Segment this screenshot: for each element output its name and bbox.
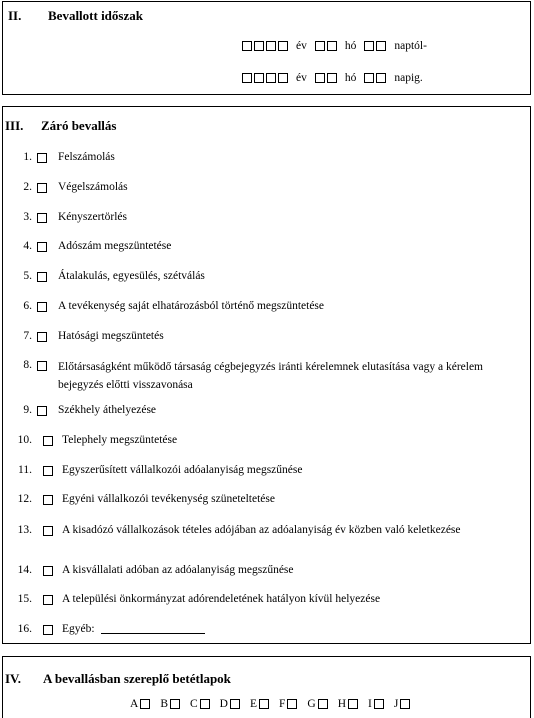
sheet-checkbox[interactable] (400, 699, 410, 709)
section-2-header (8, 8, 143, 24)
digit-box[interactable] (242, 41, 252, 51)
item-number: 14. (17, 564, 32, 576)
item-number: 13. (17, 524, 32, 536)
item-checkbox[interactable] (37, 242, 47, 252)
item-number: 16. (17, 623, 32, 635)
from-year-label: év (296, 40, 307, 52)
digit-box[interactable] (315, 73, 325, 83)
item-label: A kisadózó vállalkozások tételes adójában az adóalanyiság év közben való keletkezése (62, 524, 461, 536)
to-day-boxes[interactable] (364, 73, 386, 83)
to-day-label: napig. (394, 72, 423, 84)
item-label: A települési önkormányzat adórendeletének hatályon kívül helyezése (62, 593, 381, 605)
item-label: Végelszámolás (58, 181, 128, 193)
from-day-boxes[interactable] (364, 41, 386, 51)
item-label: Kényszertörlés (58, 211, 127, 223)
item-label: A tevékenység saját elhatározásból történő megszüntetése (58, 300, 324, 312)
item-checkbox[interactable] (43, 566, 53, 576)
sheet-label: A (130, 698, 139, 710)
item-number: 11. (18, 464, 32, 476)
from-day-label: naptól- (394, 40, 427, 52)
item-number: 7. (23, 330, 32, 342)
digit-box[interactable] (364, 73, 374, 83)
item-label: Egyszerűsített vállalkozói adóalanyiság megszűnése (62, 464, 303, 476)
attachment-sheets-row (130, 698, 420, 710)
item-label: A kisvállalati adóban az adóalanyiság megszűnése (62, 564, 294, 576)
item-label: Előtársaságként működő társaság cégbejegyzés iránti kérelemnek elutasítása vagy a kérelem bejegyzés előtti visszavonása (58, 361, 484, 391)
digit-box[interactable] (266, 73, 276, 83)
period-from-row (242, 40, 427, 52)
sheet-checkbox[interactable] (140, 699, 150, 709)
section-2-number: II. (8, 8, 22, 23)
item-label: Egyéni vállalkozói tevékenység szüneteltetése (62, 493, 275, 505)
item-number: 4. (23, 240, 32, 252)
item-checkbox[interactable] (43, 595, 53, 605)
from-year-boxes[interactable] (242, 41, 288, 51)
item-number: 3. (23, 211, 32, 223)
sheet-label: E (249, 698, 257, 710)
item-checkbox[interactable] (37, 302, 47, 312)
other-text-field[interactable] (101, 633, 205, 634)
sheet-label: B (160, 698, 168, 710)
sheet-checkbox[interactable] (348, 699, 358, 709)
sheet-checkbox[interactable] (259, 699, 269, 709)
sheet-checkbox[interactable] (200, 699, 210, 709)
item-number: 1. (23, 151, 32, 163)
item-number: 9. (23, 404, 32, 416)
sheet-label: J (393, 698, 399, 710)
item-label: Székhely áthelyezése (58, 404, 157, 416)
digit-box[interactable] (242, 73, 252, 83)
item-label: Felszámolás (58, 151, 115, 163)
item-checkbox[interactable] (37, 272, 47, 282)
item-checkbox[interactable] (37, 361, 47, 371)
sheet-label: C (189, 698, 198, 710)
sheet-label: F (279, 698, 286, 710)
section-3-number: III. (5, 118, 24, 133)
sheet-label: G (307, 698, 316, 710)
from-month-label: hó (344, 40, 357, 52)
item-number: 2. (23, 181, 32, 193)
digit-box[interactable] (315, 41, 325, 51)
sheet-label: D (219, 698, 228, 710)
item-number: 15. (17, 593, 32, 605)
from-month-boxes[interactable] (315, 41, 337, 51)
item-checkbox[interactable] (37, 406, 47, 416)
period-to-row (242, 72, 423, 84)
digit-box[interactable] (254, 73, 264, 83)
section-4-title: A bevallásban szereplő betétlapok (43, 671, 231, 686)
digit-box[interactable] (376, 41, 386, 51)
item-checkbox[interactable] (43, 466, 53, 476)
section-2-title: Bevallott időszak (48, 8, 143, 23)
item-checkbox[interactable] (43, 436, 53, 446)
item-label: Telephely megszüntetése (62, 434, 178, 446)
digit-box[interactable] (376, 73, 386, 83)
digit-box[interactable] (266, 41, 276, 51)
digit-box[interactable] (327, 73, 337, 83)
section-4-number: IV. (5, 671, 22, 686)
digit-box[interactable] (327, 41, 337, 51)
item-checkbox[interactable] (37, 153, 47, 163)
item-label: Hatósági megszüntetés (58, 330, 164, 342)
sheet-checkbox[interactable] (287, 699, 297, 709)
item-checkbox[interactable] (37, 332, 47, 342)
item-checkbox[interactable] (37, 213, 47, 223)
sheet-checkbox[interactable] (170, 699, 180, 709)
to-year-label: év (296, 72, 307, 84)
digit-box[interactable] (364, 41, 374, 51)
sheet-checkbox[interactable] (374, 699, 384, 709)
item-number: 5. (23, 270, 32, 282)
digit-box[interactable] (278, 41, 288, 51)
sheet-checkbox[interactable] (230, 699, 240, 709)
section-4-header (5, 671, 231, 687)
item-label: Átalakulás, egyesülés, szétválás (58, 270, 205, 282)
item-checkbox[interactable] (37, 183, 47, 193)
to-month-label: hó (344, 72, 357, 84)
sheet-label: I (368, 698, 372, 710)
item-number: 10. (17, 434, 32, 446)
sheet-label: H (337, 698, 347, 710)
item-checkbox[interactable] (43, 526, 53, 536)
section-3-header (5, 118, 117, 134)
digit-box[interactable] (278, 73, 288, 83)
item-number: 6. (23, 300, 32, 312)
item-number: 8. (23, 359, 32, 371)
item-label: Egyéb: (62, 623, 95, 635)
digit-box[interactable] (254, 41, 264, 51)
to-month-boxes[interactable] (315, 73, 337, 83)
sheet-checkbox[interactable] (318, 699, 328, 709)
item-checkbox[interactable] (43, 625, 53, 635)
item-number: 12. (17, 493, 32, 505)
to-year-boxes[interactable] (242, 73, 288, 83)
item-checkbox[interactable] (43, 495, 53, 505)
item-label: Adószám megszüntetése (58, 240, 172, 252)
section-3-title: Záró bevallás (41, 118, 117, 133)
